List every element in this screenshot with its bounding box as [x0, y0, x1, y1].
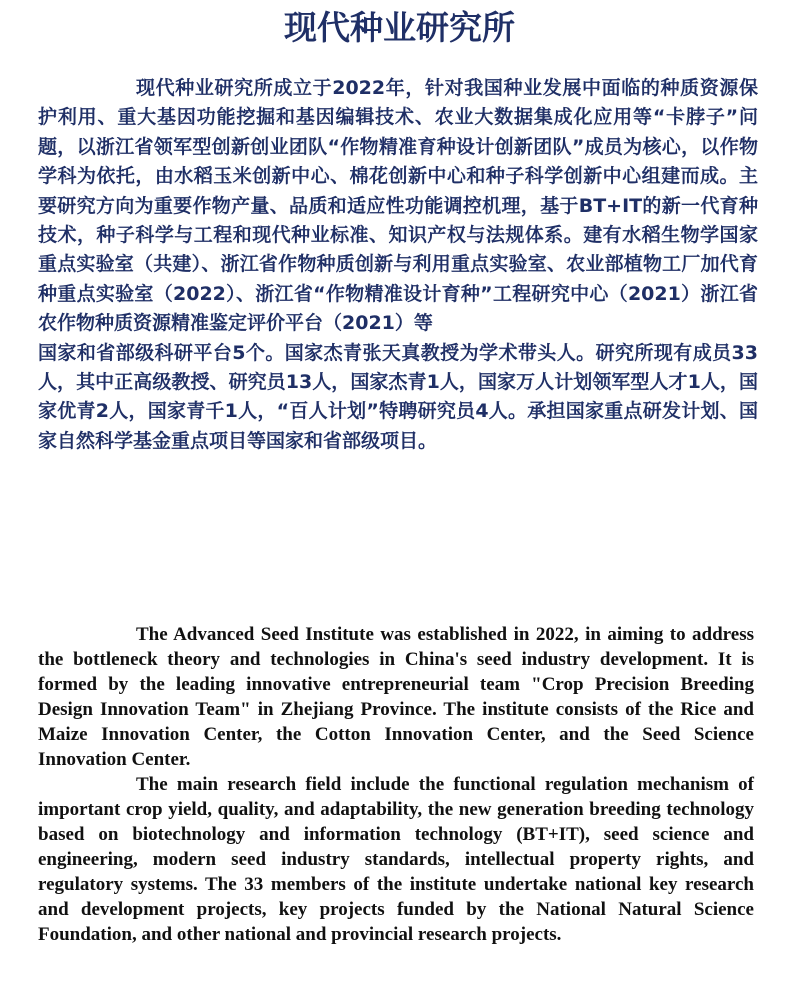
english-paragraph-2: The main research field include the functional regulation mechanism of important crop yield, quality, and adaptability, the new generation breeding technology based on biotechnology and information technology (BT+IT), seed science and engineering, modern seed industry standards, intellectual property rights, and regulatory systems. The 33 members of the institute undertake national key research and development projects, key projects funded by the National Natural Science Foundation, and other national and provincial research projects.	[38, 774, 754, 945]
chinese-paragraph-1: 现代种业研究所成立于2022年，针对我国种业发展中面临的种质资源保护利用、重大基因功能挖掘和基因编辑技术、农业大数据集成化应用等“卡脖子”问题，以浙江省领军型创新创业团队“作物精准育种设计创新团队”成员为核心，以作物学科为依托，由水稻玉米创新中心、棉花创新中心和种子科学创新中心组建而成。主要研究方向为重要作物产量、品质和适应性功能调控机理，基于BT+IT的新一代育种技术，种子科学与工程和现代种业标准、知识产权与法规体系。建有水稻生物学国家重点实验室（共建）、浙江省作物种质创新与利用重点实验室、农业部植物工厂加代育种重点实验室（2022）、浙江省“作物精准设计育种”工程研究中心（2021）浙江省农作物种质资源精准鉴定评价平台（2021）等	[38, 77, 758, 335]
english-paragraph-1: The Advanced Seed Institute was established in 2022, in aiming to address the bottleneck theory and technologies in China's seed industry development. It is formed by the leading innovative entrepreneurial team "Crop Precision Breeding Design Innovation Team" in Zhejiang Province. The institute consists of the Rice and Maize Innovation Center, the Cotton Innovation Center, and the Seed Science Innovation Center.	[38, 624, 754, 770]
chinese-description	[38, 74, 758, 456]
page-title: 现代种业研究所	[284, 8, 515, 47]
chinese-paragraph-2: 国家和省部级科研平台5个。国家杰青张天真教授为学术带头人。研究所现有成员33人，其中正高级教授、研究员13人，国家杰青1人，国家万人计划领军型人才1人，国家优青2人，国家青千1人，“百人计划”特聘研究员4人。承担国家重点研发计划、国家自然科学基金重点项目等国家和省部级项目。	[38, 341, 758, 452]
english-description	[38, 622, 754, 947]
